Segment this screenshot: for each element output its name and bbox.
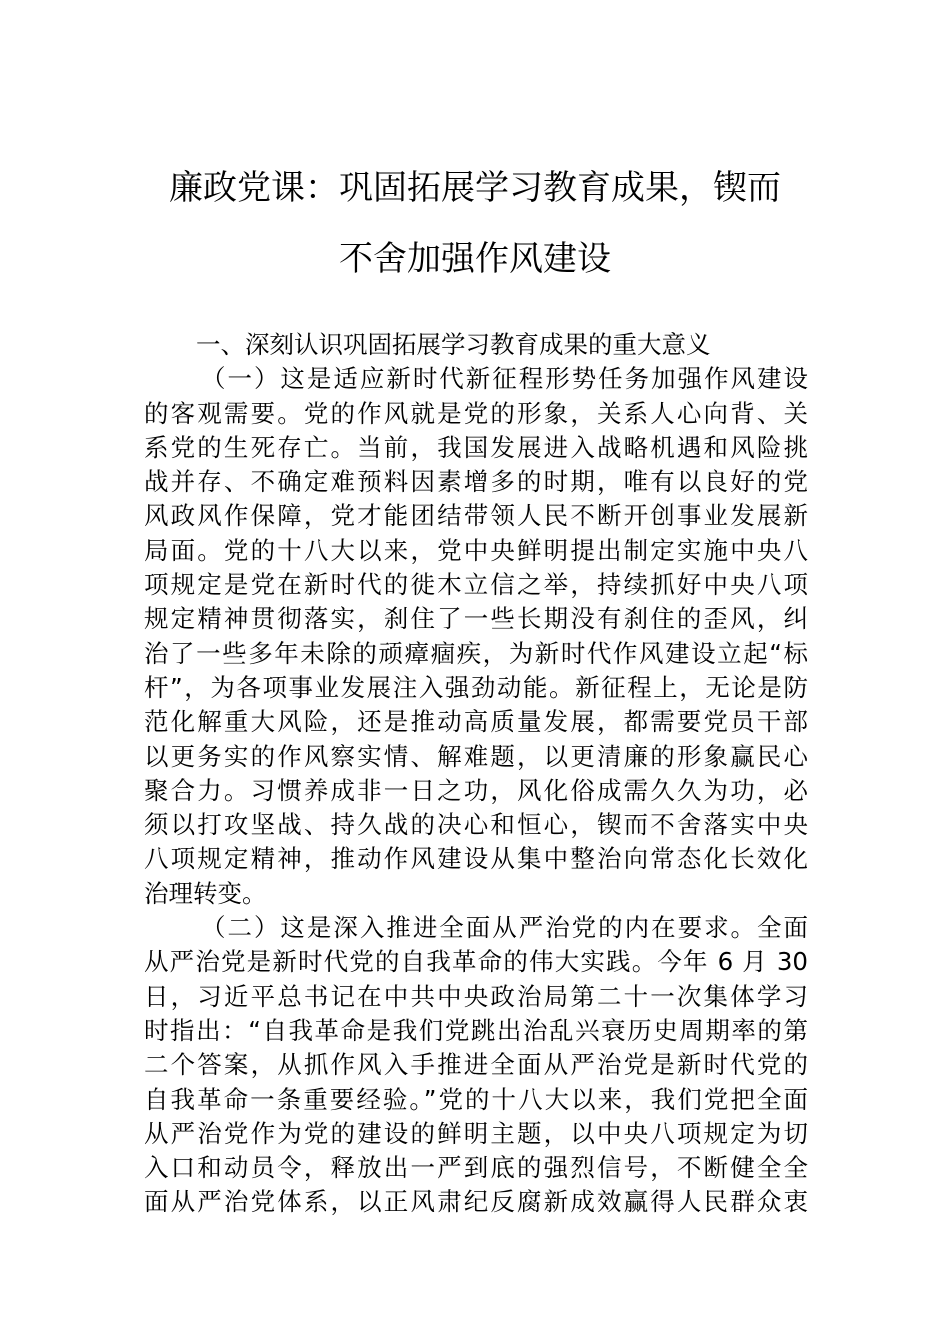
paragraph-line: 时指出：“自我革命是我们党跳出治乱兴衰历史周期率的第 [144,1015,808,1045]
paragraph-line: 系党的生死存亡。当前，我国发展进入战略机遇和风险挑 [144,432,808,462]
document-title-line-2: 不舍加强作风建设 [339,239,611,279]
paragraph-line: 风政风作保障，党才能团结带领人民不断开创事业发展新 [144,501,808,531]
section-heading: 一、深刻认识巩固拓展学习教育成果的重大意义 [196,330,711,359]
paragraph-line: 面从严治党体系，以正风肃纪反腐新成效赢得人民群众衷 [144,1187,808,1217]
paragraph-line: 八项规定精神，推动作风建设从集中整治向常态化长效化 [144,844,808,874]
paragraph-line: 日，习近平总书记在中共中央政治局第二十一次集体学习 [144,981,808,1011]
paragraph-line: 范化解重大风险，还是推动高质量发展，都需要党员干部 [144,707,808,737]
paragraph-line: （一）这是适应新时代新征程形势任务加强作风建设 [201,364,808,394]
paragraph-line: 局面。党的十八大以来，党中央鲜明提出制定实施中央八 [144,535,808,565]
document-title-line-1: 廉政党课：巩固拓展学习教育成果，锲而 [169,168,781,208]
paragraph-line: 杆”，为各项事业发展注入强劲动能。新征程上，无论是防 [144,672,808,702]
paragraph-line: 以更务实的作风察实情、解难题，以更清廉的形象赢民心 [144,741,808,771]
paragraph-line: 的客观需要。党的作风就是党的形象，关系人心向背、关 [144,398,808,428]
paragraph-line: 聚合力。习惯养成非一日之功，风化俗成需久久为功，必 [144,775,808,805]
paragraph-line: （二）这是深入推进全面从严治党的内在要求。全面 [201,913,808,943]
paragraph-line: 须以打攻坚战、持久战的决心和恒心，锲而不舍落实中央 [144,810,808,840]
paragraph-line: 从严治党作为党的建设的鲜明主题，以中央八项规定为切 [144,1118,808,1148]
paragraph-line: 入口和动员令，释放出一严到底的强烈信号，不断健全全 [144,1153,808,1183]
paragraph-line: 从严治党是新时代党的自我革命的伟大实践。今年 6 月 30 [144,947,808,977]
paragraph-line: 治理转变。 [144,878,267,908]
paragraph-line: 二个答案，从抓作风入手推进全面从严治党是新时代党的 [144,1050,808,1080]
paragraph-line: 自我革命一条重要经验。”党的十八大以来，我们党把全面 [144,1084,808,1114]
paragraph-line: 项规定是党在新时代的徙木立信之举，持续抓好中央八项 [144,570,808,600]
paragraph-line: 规定精神贯彻落实，刹住了一些长期没有刹住的歪风，纠 [144,604,808,634]
document-body [144,328,808,1220]
paragraph-line: 战并存、不确定难预料因素增多的时期，唯有以良好的党 [144,467,808,497]
paragraph-line: 治了一些多年未除的顽瘴痼疾，为新时代作风建设立起“标 [144,638,808,668]
